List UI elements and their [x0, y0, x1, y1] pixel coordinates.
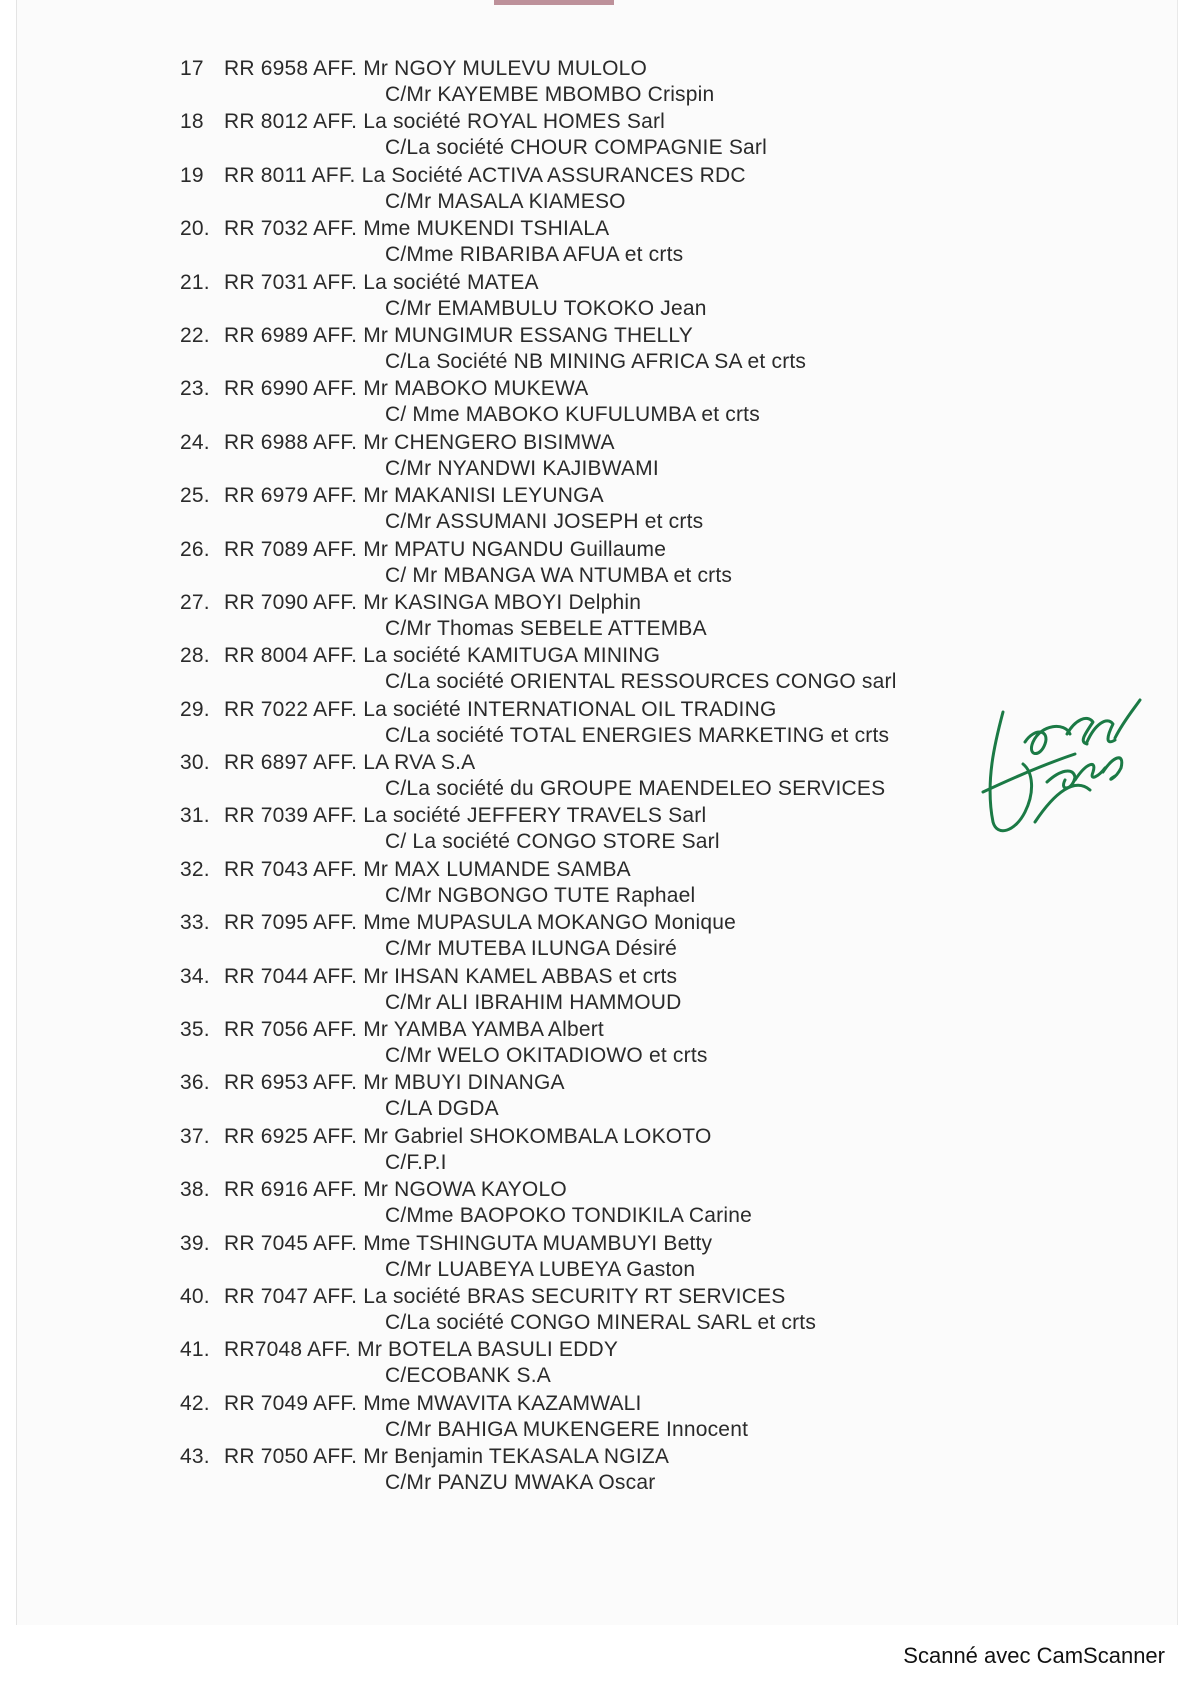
case-number: 19 [180, 163, 204, 187]
case-party: Mr NGOWA KAYOLO [363, 1178, 567, 1202]
case-entry [180, 323, 1000, 376]
case-number: 28. [180, 644, 210, 668]
case-line-party [180, 857, 631, 883]
case-party: LA RVA S.A [363, 751, 476, 775]
case-reference: RR 6958 AFF. [224, 57, 358, 80]
case-entry [180, 1231, 1000, 1284]
case-entry [180, 1177, 1000, 1230]
case-party: La société INTERNATIONAL OIL TRADING [363, 697, 777, 721]
case-entry [180, 1284, 1000, 1337]
case-number: 25. [180, 484, 210, 508]
case-number: 43. [180, 1445, 210, 1469]
case-opponent: C/ECOBANK S.A [385, 1364, 551, 1388]
case-reference: RR 6916 AFF. [224, 1178, 358, 1202]
case-reference: RR 7043 AFF. [224, 857, 358, 881]
case-party: Mme MUKENDI TSHIALA [363, 217, 610, 241]
case-reference: RR 7049 AFF. [224, 1391, 358, 1415]
case-party: La société BRAS SECURITY RT SERVICES [363, 1284, 786, 1308]
case-party: La société ROYAL HOMES Sarl [363, 110, 666, 134]
case-line-party [180, 1284, 786, 1310]
case-number: 26. [180, 537, 210, 561]
case-line-party [180, 1124, 712, 1150]
case-entry [180, 1444, 1000, 1497]
case-number: 39. [180, 1231, 210, 1255]
case-party: Mr MABOKO MUKEWA [363, 377, 589, 401]
case-opponent: C/ La société CONGO STORE Sarl [385, 830, 720, 854]
case-line-party [180, 1231, 712, 1257]
case-entry [180, 376, 1000, 429]
case-reference: RR 6988 AFF. [224, 430, 358, 454]
case-party: Mr CHENGERO BISIMWA [363, 430, 615, 454]
case-number: 41. [180, 1338, 210, 1362]
case-line-party [180, 1177, 567, 1203]
case-reference: RR 6897 AFF. [224, 751, 358, 775]
case-number: 40. [180, 1284, 210, 1308]
case-opponent: C/Mr BAHIGA MUKENGERE Innocent [385, 1417, 749, 1441]
case-party: Mme MUPASULA MOKANGO Monique [363, 911, 737, 935]
case-reference: RR 7032 AFF. [224, 217, 358, 241]
case-party: La société KAMITUGA MINING [363, 644, 661, 668]
case-opponent: C/La société CHOUR COMPAGNIE Sarl [385, 136, 767, 160]
case-party: La société JEFFERY TRAVELS Sarl [363, 804, 707, 828]
case-number: 32. [180, 857, 210, 881]
case-line-party [180, 109, 665, 135]
case-line-party [180, 163, 746, 189]
case-party: Mr YAMBA YAMBA Albert [363, 1018, 604, 1042]
case-reference: RR 8011 AFF. [224, 163, 356, 187]
case-entry [180, 857, 1000, 910]
case-opponent: C/Mr MASALA KIAMESO [385, 189, 626, 213]
case-reference: RR 7031 AFF. [224, 270, 358, 294]
case-line-party [180, 964, 677, 990]
case-reference: RR7048 AFF. [224, 1338, 352, 1362]
binding-mark [494, 0, 614, 5]
case-opponent: C/Mr LUABEYA LUBEYA Gaston [385, 1257, 696, 1281]
case-opponent: C/La Société NB MINING AFRICA SA et crts [385, 349, 807, 373]
case-number: 17 [180, 57, 204, 80]
case-reference: RR 6979 AFF. [224, 484, 358, 508]
case-number: 38. [180, 1178, 210, 1202]
case-number: 30. [180, 751, 210, 775]
case-opponent: C/Mme BAOPOKO TONDIKILA Carine [385, 1204, 752, 1228]
case-entry [180, 109, 1000, 162]
case-reference: RR 6953 AFF. [224, 1071, 358, 1095]
case-party: Mme MWAVITA KAZAMWALI [363, 1391, 642, 1415]
case-party: Mr MPATU NGANDU Guillaume [363, 537, 667, 561]
case-opponent: C/Mme RIBARIBA AFUA et crts [385, 243, 684, 267]
scanner-watermark: Scanné avec CamScanner [903, 1643, 1165, 1668]
case-reference: RR 7039 AFF. [224, 804, 358, 828]
case-entry [180, 803, 1000, 856]
case-party: La Société ACTIVA ASSURANCES RDC [361, 163, 746, 187]
case-opponent: C/La société du GROUPE MAENDELEO SERVICES [385, 777, 886, 801]
case-reference: RR 6989 AFF. [224, 323, 358, 347]
case-entry [180, 537, 1000, 590]
case-entry [180, 750, 1000, 803]
case-entry [180, 1017, 1000, 1070]
case-reference: RR 7044 AFF. [224, 964, 358, 988]
case-opponent: C/Mr PANZU MWAKA Oscar [385, 1471, 656, 1495]
case-opponent: C/La société ORIENTAL RESSOURCES CONGO sarl [385, 670, 897, 694]
case-entry [180, 56, 1000, 109]
case-line-party [180, 750, 475, 776]
case-number: 33. [180, 911, 210, 935]
case-reference: RR 7056 AFF. [224, 1018, 358, 1042]
case-party: Mr Benjamin TEKASALA NGIZA [363, 1445, 670, 1469]
case-line-party [180, 430, 615, 456]
case-number: 23. [180, 377, 210, 401]
case-reference: RR 7045 AFF. [224, 1231, 358, 1255]
case-party: Mr Gabriel SHOKOMBALA LOKOTO [363, 1124, 712, 1148]
case-reference: RR 7050 AFF. [224, 1445, 358, 1469]
case-party: Mr MAKANISI LEYUNGA [363, 484, 604, 508]
handwritten-signature [975, 672, 1150, 842]
case-party: La société MATEA [363, 270, 539, 294]
case-entry [180, 270, 1000, 323]
case-party: Mr KASINGA MBOYI Delphin [363, 590, 642, 614]
case-line-party [180, 590, 641, 616]
case-entry [180, 590, 1000, 643]
case-entry [180, 1337, 1000, 1390]
case-line-party [180, 803, 706, 829]
case-opponent: C/Mr ASSUMANI JOSEPH et crts [385, 510, 704, 534]
case-party: Mr MBUYI DINANGA [363, 1071, 565, 1095]
case-reference: RR 6925 AFF. [224, 1124, 358, 1148]
case-line-party [180, 216, 609, 242]
case-number: 31. [180, 804, 210, 828]
case-number: 22. [180, 323, 210, 347]
case-opponent: C/Mr KAYEMBE MBOMBO Crispin [385, 83, 715, 106]
case-line-party [180, 1391, 642, 1417]
case-opponent: C/La société CONGO MINERAL SARL et crts [385, 1310, 817, 1334]
case-opponent: C/F.P.I [385, 1150, 447, 1174]
case-number: 18 [180, 110, 204, 134]
case-party: Mr NGOY MULEVU MULOLO [363, 57, 648, 80]
case-line-party [180, 1337, 618, 1363]
case-number: 21. [180, 270, 210, 294]
case-opponent: C/Mr WELO OKITADIOWO et crts [385, 1044, 708, 1068]
case-reference: RR 8012 AFF. [224, 110, 358, 134]
case-reference: RR 7047 AFF. [224, 1284, 358, 1308]
case-entry [180, 1391, 1000, 1444]
case-line-party [180, 483, 604, 509]
case-entry [180, 910, 1000, 963]
case-opponent: C/Mr ALI IBRAHIM HAMMOUD [385, 990, 682, 1014]
case-reference: RR 7095 AFF. [224, 911, 358, 935]
case-line-party [180, 1444, 669, 1470]
case-entry [180, 216, 1000, 269]
case-line-party [180, 697, 777, 723]
case-entry [180, 1070, 1000, 1123]
case-party: Mr IHSAN KAMEL ABBAS et crts [363, 964, 678, 988]
case-party: Mr BOTELA BASULI EDDY [357, 1338, 619, 1362]
case-number: 36. [180, 1071, 210, 1095]
case-line-party [180, 323, 693, 349]
case-line-party [180, 376, 588, 402]
case-reference: RR 7090 AFF. [224, 590, 358, 614]
case-reference: RR 8004 AFF. [224, 644, 358, 668]
case-entry [180, 964, 1000, 1017]
case-entry [180, 697, 1000, 750]
case-opponent: C/Mr MUTEBA ILUNGA Désiré [385, 937, 678, 961]
case-number: 27. [180, 590, 210, 614]
case-line-party [180, 270, 539, 296]
case-line-party [180, 537, 666, 563]
case-opponent: C/ Mr MBANGA WA NTUMBA et crts [385, 563, 733, 587]
case-number: 29. [180, 697, 210, 721]
case-party: Mr MAX LUMANDE SAMBA [363, 857, 631, 881]
case-entry [180, 163, 1000, 216]
case-entry [180, 483, 1000, 536]
case-line-party [180, 643, 660, 669]
case-list [180, 56, 1000, 1498]
case-party: Mme TSHINGUTA MUAMBUYI Betty [363, 1231, 713, 1255]
case-opponent: C/LA DGDA [385, 1097, 499, 1121]
case-reference: RR 7089 AFF. [224, 537, 358, 561]
case-opponent: C/Mr NYANDWI KAJIBWAMI [385, 456, 659, 480]
case-line-party [180, 1070, 565, 1096]
case-number: 37. [180, 1124, 210, 1148]
case-entry [180, 430, 1000, 483]
case-line-party [180, 910, 736, 936]
case-opponent: C/Mr EMAMBULU TOKOKO Jean [385, 296, 707, 320]
case-reference: RR 7022 AFF. [224, 697, 358, 721]
case-number: 35. [180, 1018, 210, 1042]
case-party: Mr MUNGIMUR ESSANG THELLY [363, 323, 693, 347]
case-entry [180, 1124, 1000, 1177]
case-opponent: C/ Mme MABOKO KUFULUMBA et crts [385, 403, 760, 427]
case-opponent: C/La société TOTAL ENERGIES MARKETING et crts [385, 723, 890, 747]
case-reference: RR 6990 AFF. [224, 377, 358, 401]
case-entry [180, 643, 1000, 696]
case-number: 34. [180, 964, 210, 988]
case-line-party [180, 1017, 604, 1043]
case-opponent: C/Mr NGBONGO TUTE Raphael [385, 883, 696, 907]
case-opponent: C/Mr Thomas SEBELE ATTEMBA [385, 616, 707, 640]
case-number: 24. [180, 430, 210, 454]
case-line-party [180, 56, 647, 82]
case-number: 20. [180, 217, 210, 241]
case-number: 42. [180, 1391, 210, 1415]
